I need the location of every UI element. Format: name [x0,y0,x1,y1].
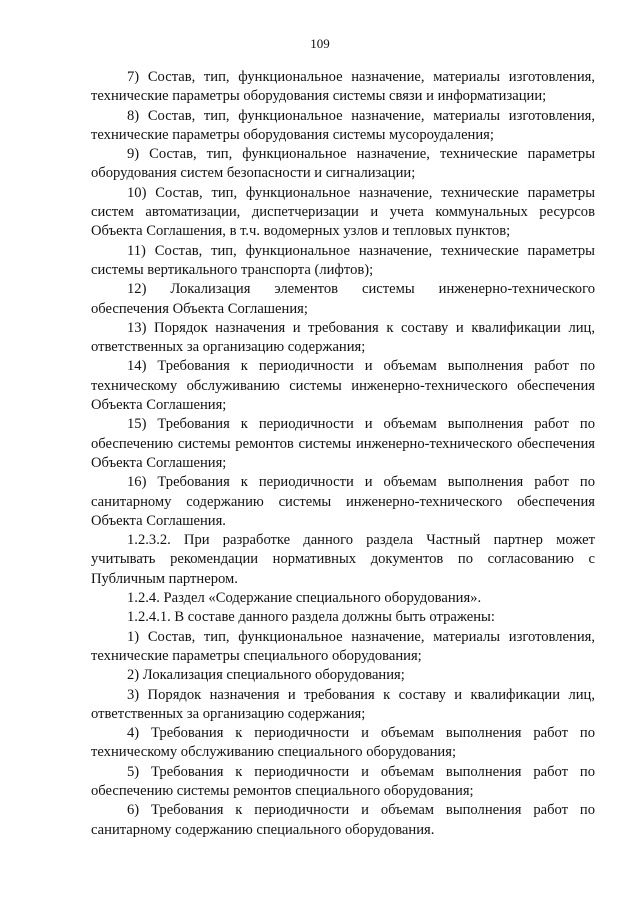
list-item: 8) Состав, тип, функциональное назначение, материалы изготовления, технические параметры оборудования системы мусороудаления; [91,107,595,143]
list-item: 10) Состав, тип, функциональное назначение, технические параметры систем автоматизации, диспетчеризации и учета коммунальных ресурсов Объекта Соглашения, в т.ч. водомерных узлов и тепловых пунктов; [91,184,595,240]
document-body [91,68,595,840]
list-item: 3) Порядок назначения и требования к составу и квалификации лиц, ответственных за организацию содержания; [91,686,595,722]
list-item: 2) Локализация специального оборудования; [127,667,405,684]
list-item: 7) Состав, тип, функциональное назначение, материалы изготовления, технические параметры оборудования системы связи и информатизации; [91,69,595,105]
list-item: 13) Порядок назначения и требования к составу и квалификации лиц, ответственных за организацию содержания; [91,319,595,356]
list-item: 9) Состав, тип, функциональное назначение, технические параметры оборудования систем безопасности и сигнализации; [91,146,595,182]
section-heading: 1.2.4. Раздел «Содержание специального оборудования». [127,590,482,607]
list-item: 5) Требования к периодичности и объемам выполнения работ по обеспечению системы ремонтов специального оборудования; [91,763,595,799]
list-item: 14) Требования к периодичности и объемам выполнения работ по техническому обслуживанию системы инженерно-технического обеспечения Объекта Соглашения; [91,358,595,414]
list-item: 4) Требования к периодичности и объемам выполнения работ по техническому обслуживанию специального оборудования; [91,725,595,761]
page-number: 109 [310,36,330,51]
clause-paragraph: 1.2.3.2. При разработке данного раздела Частный партнер может учитывать рекомендации нормативных документов по согласованию с Публичным партнером. [91,532,595,587]
list-item: 12) Локализация элементов системы инженерно-технического обеспечения Объекта Соглашения; [91,281,595,317]
list-item: 11) Состав, тип, функциональное назначение, технические параметры системы вертикального транспорта (лифтов); [91,242,595,278]
list-item: 16) Требования к периодичности и объемам выполнения работ по санитарному содержанию системы инженерно-технического обеспечения Объекта Соглашения. [91,474,595,529]
clause-paragraph: 1.2.4.1. В составе данного раздела должны быть отражены: [127,609,495,626]
list-item: 15) Требования к периодичности и объемам выполнения работ по обеспечению системы ремонтов системы инженерно-технического обеспечения Объекта Соглашения; [91,416,595,471]
list-item: 1) Состав, тип, функциональное назначение, материалы изготовления, технические параметры специального оборудования; [91,628,595,664]
list-item: 6) Требования к периодичности и объемам выполнения работ по санитарному содержанию специального оборудования. [91,802,595,838]
